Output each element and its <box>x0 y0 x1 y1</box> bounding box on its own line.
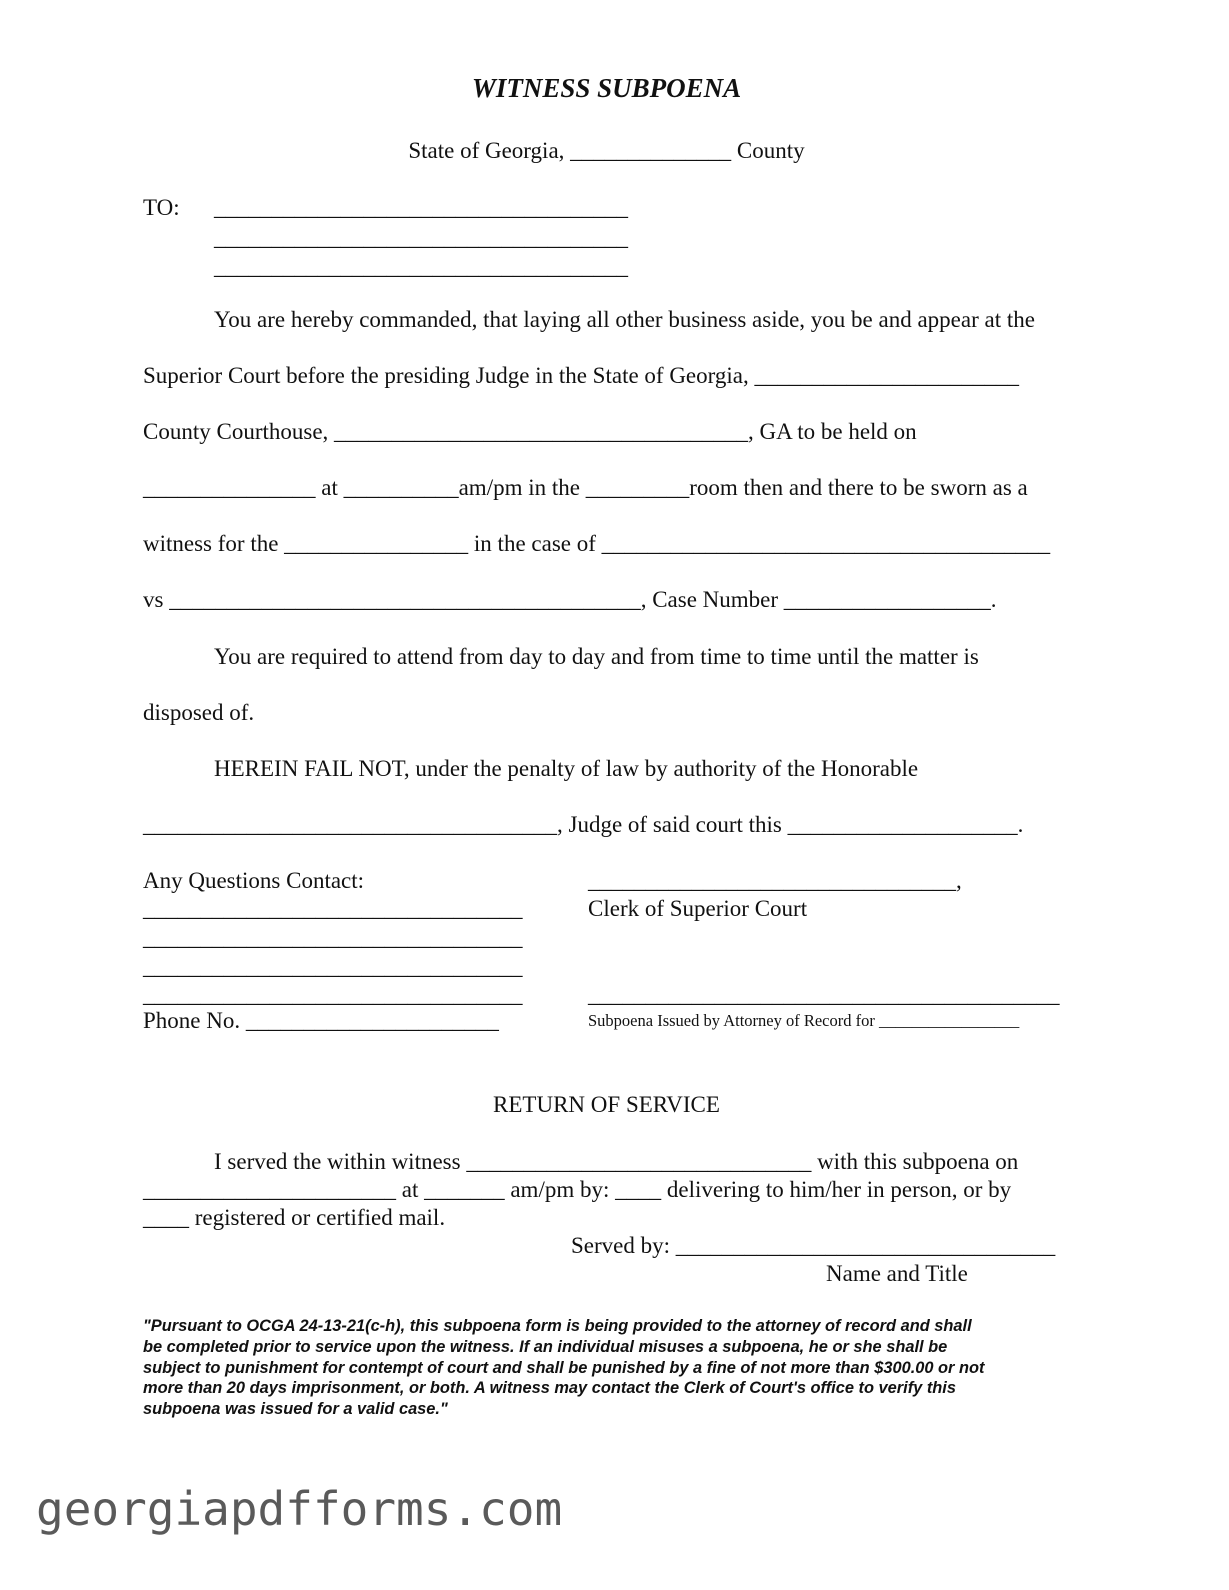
attorney-signature-line[interactable]: _________________________________________ <box>588 982 1060 1007</box>
legal-notice-line-3: subject to punishment for contempt of court and shall be punished by a fine of not more than $300.00 or not <box>143 1358 985 1377</box>
name-and-title-label: Name and Title <box>826 1261 968 1286</box>
attend-line-1: You are required to attend from day to day and from time to time until the matter is <box>214 644 979 669</box>
to-line-3[interactable]: ____________________________________ <box>214 254 628 279</box>
to-line-1[interactable]: ____________________________________ <box>214 195 628 220</box>
contact-line-3[interactable]: _________________________________ <box>143 954 523 979</box>
to-line-2[interactable]: ____________________________________ <box>214 225 628 250</box>
legal-notice <box>143 1316 1073 1420</box>
state-county-line: State of Georgia, ______________ County <box>408 138 805 163</box>
contact-line-1[interactable]: _________________________________ <box>143 896 523 921</box>
return-line-3: ____ registered or certified mail. <box>143 1205 446 1230</box>
command-line-3: County Courthouse, ____________________________________, GA to be held on <box>143 419 917 444</box>
command-line-1: You are hereby commanded, that laying all other business aside, you be and appear at the <box>214 307 1035 332</box>
contact-label: Any Questions Contact: <box>143 868 365 893</box>
legal-notice-line-4: more than 20 days imprisonment, or both. A witness may contact the Clerk of Court's office to verify this <box>143 1379 956 1398</box>
legal-notice-line-2: be completed prior to service upon the witness. If an individual misuses a subpoena, he or she shall be <box>143 1337 948 1356</box>
return-line-2: ______________________ at _______ am/pm by: ____ delivering to him/her in person, or by <box>143 1177 1012 1202</box>
command-line-6: vs _________________________________________, Case Number __________________. <box>143 587 997 612</box>
herein-line-1: HEREIN FAIL NOT, under the penalty of law by authority of the Honorable <box>214 756 919 781</box>
herein-line-2: ____________________________________, Judge of said court this ____________________. <box>143 812 1024 837</box>
legal-notice-line-5: subpoena was issued for a valid case." <box>143 1400 448 1419</box>
legal-notice-line-1: "Pursuant to OCGA 24-13-21(c-h), this subpoena form is being provided to the attorney of record and shall <box>143 1317 972 1335</box>
clerk-signature-line[interactable]: ________________________________, <box>588 868 962 893</box>
watermark: georgiapdfforms.com <box>36 1482 563 1536</box>
attorney-of-record-line: Subpoena Issued by Attorney of Record for _________________ <box>588 1011 1020 1030</box>
served-by-line[interactable]: Served by: _________________________________ <box>571 1233 1056 1258</box>
command-line-2: Superior Court before the presiding Judge in the State of Georgia, _______________________ <box>143 363 1019 388</box>
form-title: WITNESS SUBPOENA <box>471 73 742 103</box>
return-of-service-heading: RETURN OF SERVICE <box>493 1092 720 1117</box>
to-label: TO: <box>143 195 180 220</box>
attend-line-2: disposed of. <box>143 700 255 725</box>
clerk-label: Clerk of Superior Court <box>588 896 808 921</box>
return-line-1: I served the within witness ______________________________ with this subpoena on <box>214 1149 1019 1174</box>
contact-line-4[interactable]: _________________________________ <box>143 982 523 1007</box>
phone-number-line[interactable]: Phone No. ______________________ <box>143 1008 499 1033</box>
command-line-4: _______________ at __________am/pm in the _________room then and there to be sworn as a <box>143 475 1028 500</box>
command-line-5: witness for the ________________ in the case of _______________________________________ <box>143 531 1051 556</box>
contact-line-2[interactable]: _________________________________ <box>143 925 523 950</box>
